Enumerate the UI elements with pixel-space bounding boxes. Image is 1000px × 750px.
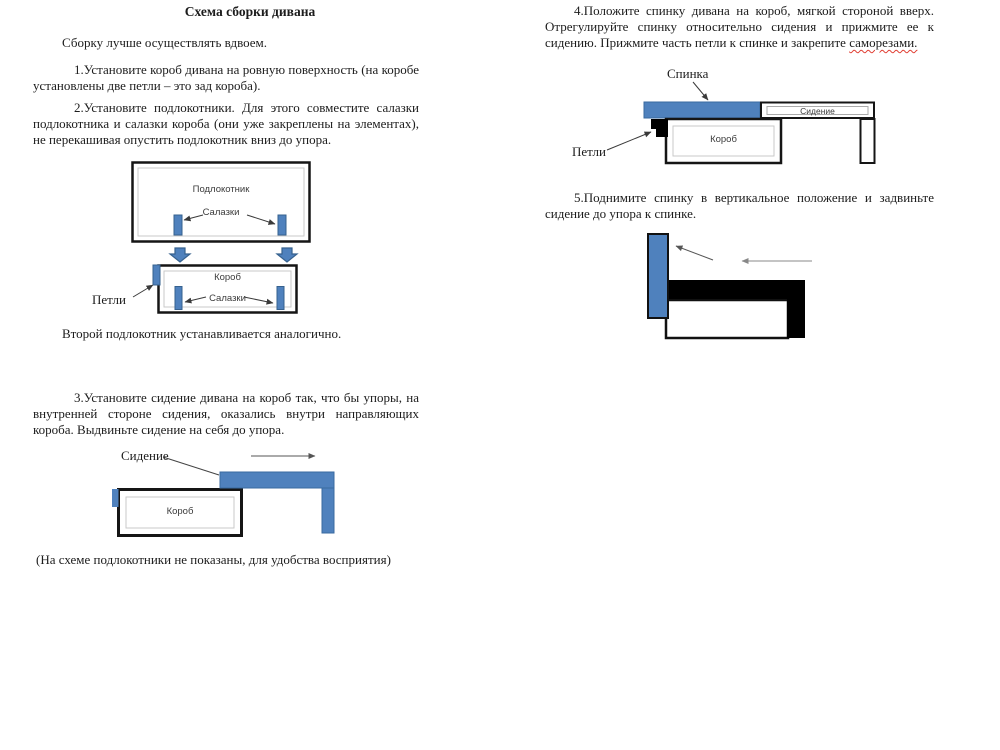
note-after-step2-text: Второй подлокотник устанавливается аналогично. (62, 326, 342, 341)
step-2-text: 2.Установите подлокотники. Для этого совместите салазки подлокотника и салазки короба (они уже закреплены на элементах), не перекашивая опустить подлокотник вниз до упора. (33, 100, 419, 147)
seat-leg (861, 119, 875, 163)
sliders-label: Салазки (202, 207, 240, 218)
seat-pointer-line (163, 457, 219, 475)
down-arrow-icon (170, 248, 190, 262)
seat-bar-black (667, 280, 805, 299)
backrest-upright (648, 234, 668, 318)
seat-bar (220, 472, 334, 488)
hinge-block (651, 119, 668, 129)
seat-label: Сидение (121, 448, 169, 463)
step-5-text: 5.Поднимите спинку в вертикальное положение и задвиньте сидение до упора к спинке. (545, 190, 934, 221)
lift-direction-arrow-icon (676, 246, 713, 260)
step-3-text: 3.Установите сидение дивана на короб так, что бы упоры, на внутренней стороне сидения, оказались внутри направляющих короба. Выдвиньте сидение на себя до упора. (33, 390, 419, 437)
backrest-label: Спинка (667, 66, 709, 81)
seat-leg (322, 488, 334, 533)
step-4-text-main: 4.Положите спинку дивана на короб, мягкой стороной вверх. Отрегулируйте спинку относительно сидения и прижмите ее к сидению. Прижмите часть петли к спинке и закрепите (545, 3, 934, 50)
diagram-step5-backrest-upright (640, 228, 840, 346)
hinge-pointer-arrow-icon (607, 132, 651, 150)
backrest-bar (644, 102, 760, 118)
down-arrow-icon (277, 248, 297, 262)
page-title: Схема сборки дивана (184, 4, 316, 19)
box-korob (666, 300, 788, 338)
box-label: Короб (214, 272, 241, 283)
diagram-step3-seat-install (105, 445, 350, 545)
step-1-text: 1.Установите короб дивана на ровную поверхность (на коробе установлены две петли – это зад короба). (33, 62, 419, 93)
diagram-step2-armrest-install (90, 158, 320, 318)
hinges-label: Петли (92, 292, 126, 307)
sliders-label: Салазки (209, 293, 246, 304)
diagram-step4-backrest-flat (560, 62, 890, 167)
step-4-misspelled-word: саморезами. (849, 35, 918, 50)
box-label: Короб (710, 134, 737, 145)
armrest-label: Подлокотник (192, 184, 250, 195)
hinges-label: Петли (572, 144, 606, 159)
diagram-step5-drawing (640, 228, 840, 346)
backrest-pointer-arrow-icon (693, 82, 708, 100)
seat-leg-black (787, 280, 805, 338)
seat-label: Сидение (800, 106, 835, 116)
hinge-block (112, 489, 119, 507)
armrest-slider-right (278, 215, 286, 235)
step-4-text (545, 3, 934, 51)
intro-text: Сборку лучше осуществлять вдвоем. (62, 35, 268, 50)
hinge-pointer-arrow-icon (133, 285, 153, 297)
armrest-slider-left (174, 215, 182, 235)
caption-text: (На схеме подлокотники не показаны, для удобства восприятия) (36, 552, 391, 567)
box-label: Короб (166, 506, 194, 517)
